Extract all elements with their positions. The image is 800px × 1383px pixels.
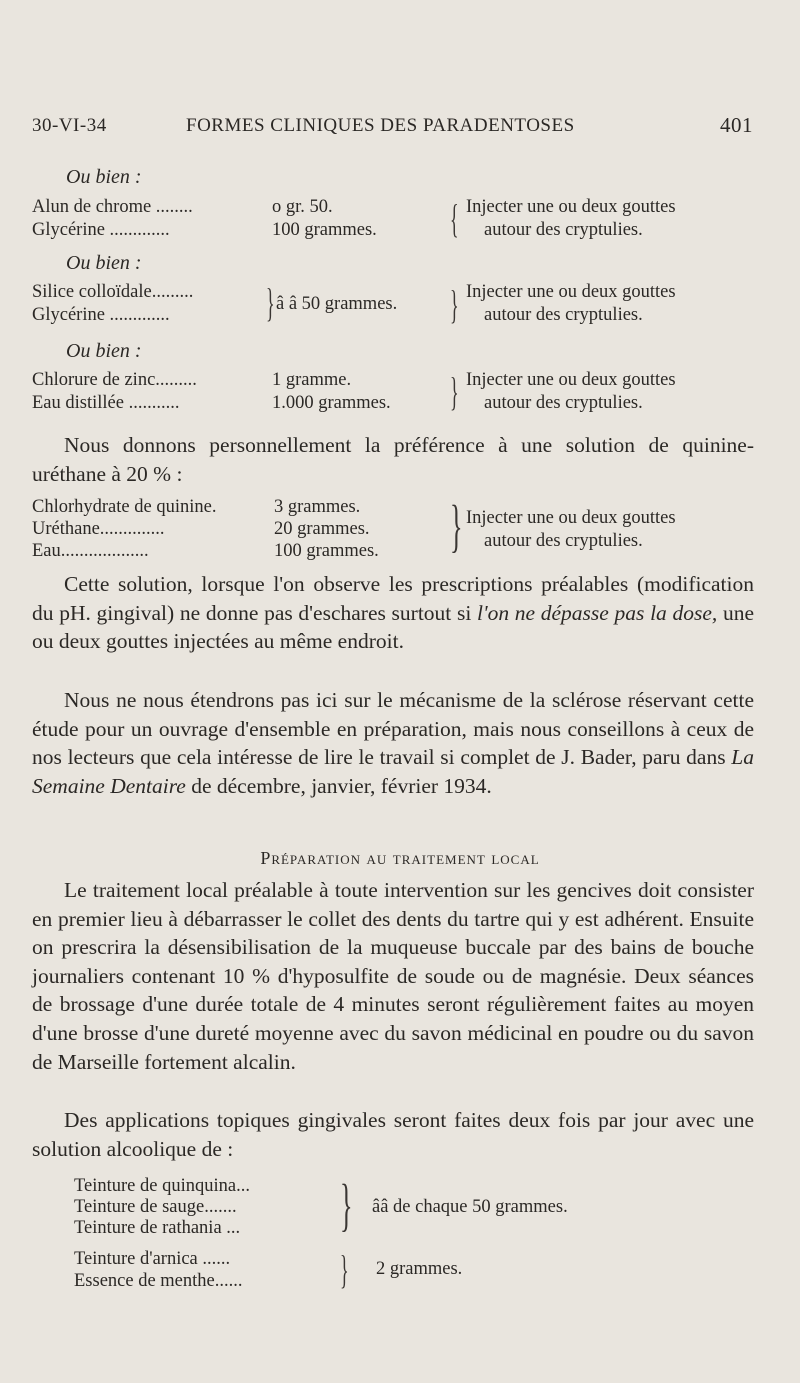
tinctures-2-brace: } bbox=[340, 1247, 349, 1292]
header-date: 30-VI-34 bbox=[32, 115, 107, 136]
tinctures-1-qty: ââ de chaque 50 grammes. bbox=[372, 1197, 568, 1217]
quinine-instruction-1: Injecter une ou deux gouttes bbox=[466, 508, 676, 528]
paragraph-applications: Des applications topiques gingivales seront faites deux fois par jour avec une solution alcoolique de : bbox=[32, 1108, 754, 1161]
paragraph-1-text-a: Cette solution, lorsque l'on observe les prescriptions préalables (modification du pH. gingival) ne donne pas d'eschares surtout si bbox=[32, 572, 754, 625]
formula-1-qty-2: 100 grammes. bbox=[272, 220, 377, 240]
formula-2-brace-right: } bbox=[450, 282, 459, 327]
quinine-instruction-2: autour des cryptulies. bbox=[484, 531, 643, 551]
formula-1-intro: Ou bien : bbox=[66, 166, 142, 188]
formula-2-shared-qty: â â 50 grammes. bbox=[276, 294, 398, 314]
paragraph-1-italic: l'on ne dépasse pas la dose, bbox=[477, 600, 718, 625]
formula-1-instruction-2: autour des cryptulies. bbox=[484, 220, 643, 240]
formula-3-instruction-1: Injecter une ou deux gouttes bbox=[466, 370, 676, 390]
tincture-2: Teinture de sauge....... bbox=[74, 1197, 237, 1217]
formula-3-intro: Ou bien : bbox=[66, 340, 142, 362]
formula-2-instruction-1: Injecter une ou deux gouttes bbox=[466, 282, 676, 302]
tincture-5: Essence de menthe...... bbox=[74, 1271, 243, 1291]
quinine-qty-3: 100 grammes. bbox=[274, 541, 379, 561]
formula-3-ingredient-2: Eau distillée ........... bbox=[32, 393, 180, 413]
formula-2-brace-left: } bbox=[266, 280, 275, 325]
formula-2-instruction-2: autour des cryptulies. bbox=[484, 305, 643, 325]
formula-2-ingredient-2: Glycérine ............. bbox=[32, 305, 170, 325]
tincture-3: Teinture de rathania ... bbox=[74, 1218, 241, 1238]
paragraph-1-text-b: une ou deux gouttes injectées au même endroit. bbox=[32, 600, 754, 654]
formula-1-ingredient-1: Alun de chrome ........ bbox=[32, 197, 193, 217]
tinctures-1-brace: } bbox=[340, 1172, 353, 1237]
quinine-qty-2: 20 grammes. bbox=[274, 519, 370, 539]
quinine-ingredient-2: Uréthane.............. bbox=[32, 519, 165, 539]
formula-2-intro: Ou bien : bbox=[66, 252, 142, 274]
page-number: 401 bbox=[720, 113, 753, 137]
tinctures-2-qty: 2 grammes. bbox=[376, 1259, 463, 1279]
section-heading: Préparation au traitement local bbox=[260, 848, 540, 868]
preference-paragraph: Nous donnons personnellement la préférence à une solution de quinine-uréthane à 20 % : bbox=[32, 433, 754, 486]
tincture-1: Teinture de quinquina... bbox=[74, 1176, 250, 1196]
formula-3-qty-1: 1 gramme. bbox=[272, 370, 352, 390]
formula-1-ingredient-2: Glycérine ............. bbox=[32, 220, 170, 240]
quinine-ingredient-3: Eau................... bbox=[32, 541, 149, 561]
paragraph-traitement-local: Le traitement local préalable à toute intervention sur les gencives doit consister en premier lieu à débarrasser le collet des dents du tartre qui y est adhérent. Ensuite on prescrira la désensibilisation de la muqueuse buccale par des bains de bouche journaliers contenant 10 % d'hyposulfite de soude ou de magnésie. Deux séances de brossage d'une durée totale de 4 minutes seront régulièrement faites au moyen d'une brosse d'une dureté moyenne avec du savon médicinal en poudre ou du savon de Marseille fortement alcalin. bbox=[32, 878, 754, 1074]
formula-3-brace: } bbox=[450, 369, 459, 414]
paragraph-2-text-b: de décembre, janvier, février 1934. bbox=[185, 773, 492, 798]
formula-1-brace: { bbox=[450, 196, 459, 241]
header-title: FORMES CLINIQUES DES PARADENTOSES bbox=[186, 115, 575, 136]
formula-3-ingredient-1: Chlorure de zinc......... bbox=[32, 370, 197, 390]
paragraph-cette-solution bbox=[32, 570, 754, 656]
formula-3-instruction-2: autour des cryptulies. bbox=[484, 393, 643, 413]
paragraph-mecanisme bbox=[32, 686, 754, 800]
formula-1-qty-1: o gr. 50. bbox=[272, 197, 333, 217]
tincture-4: Teinture d'arnica ...... bbox=[74, 1249, 231, 1269]
paragraph-2-text-a: Nous ne nous étendrons pas ici sur le mécanisme de la sclérose réservant cette étude pour un ouvrage d'ensemble en préparation, mais nous conseillons à ceux de nos lecteurs que cela intéresse de lire le travail si complet de J. Bader, paru dans bbox=[32, 688, 754, 770]
formula-1-instruction-1: Injecter une ou deux gouttes bbox=[466, 197, 676, 217]
formula-3-qty-2: 1.000 grammes. bbox=[272, 393, 391, 413]
quinine-brace: } bbox=[450, 493, 463, 558]
paragraph-2-italic: La Semaine Dentaire bbox=[32, 745, 754, 798]
quinine-ingredient-1: Chlorhydrate de quinine. bbox=[32, 497, 217, 517]
quinine-qty-1: 3 grammes. bbox=[274, 497, 361, 517]
formula-2-ingredient-1: Silice colloïdale......... bbox=[32, 282, 194, 302]
